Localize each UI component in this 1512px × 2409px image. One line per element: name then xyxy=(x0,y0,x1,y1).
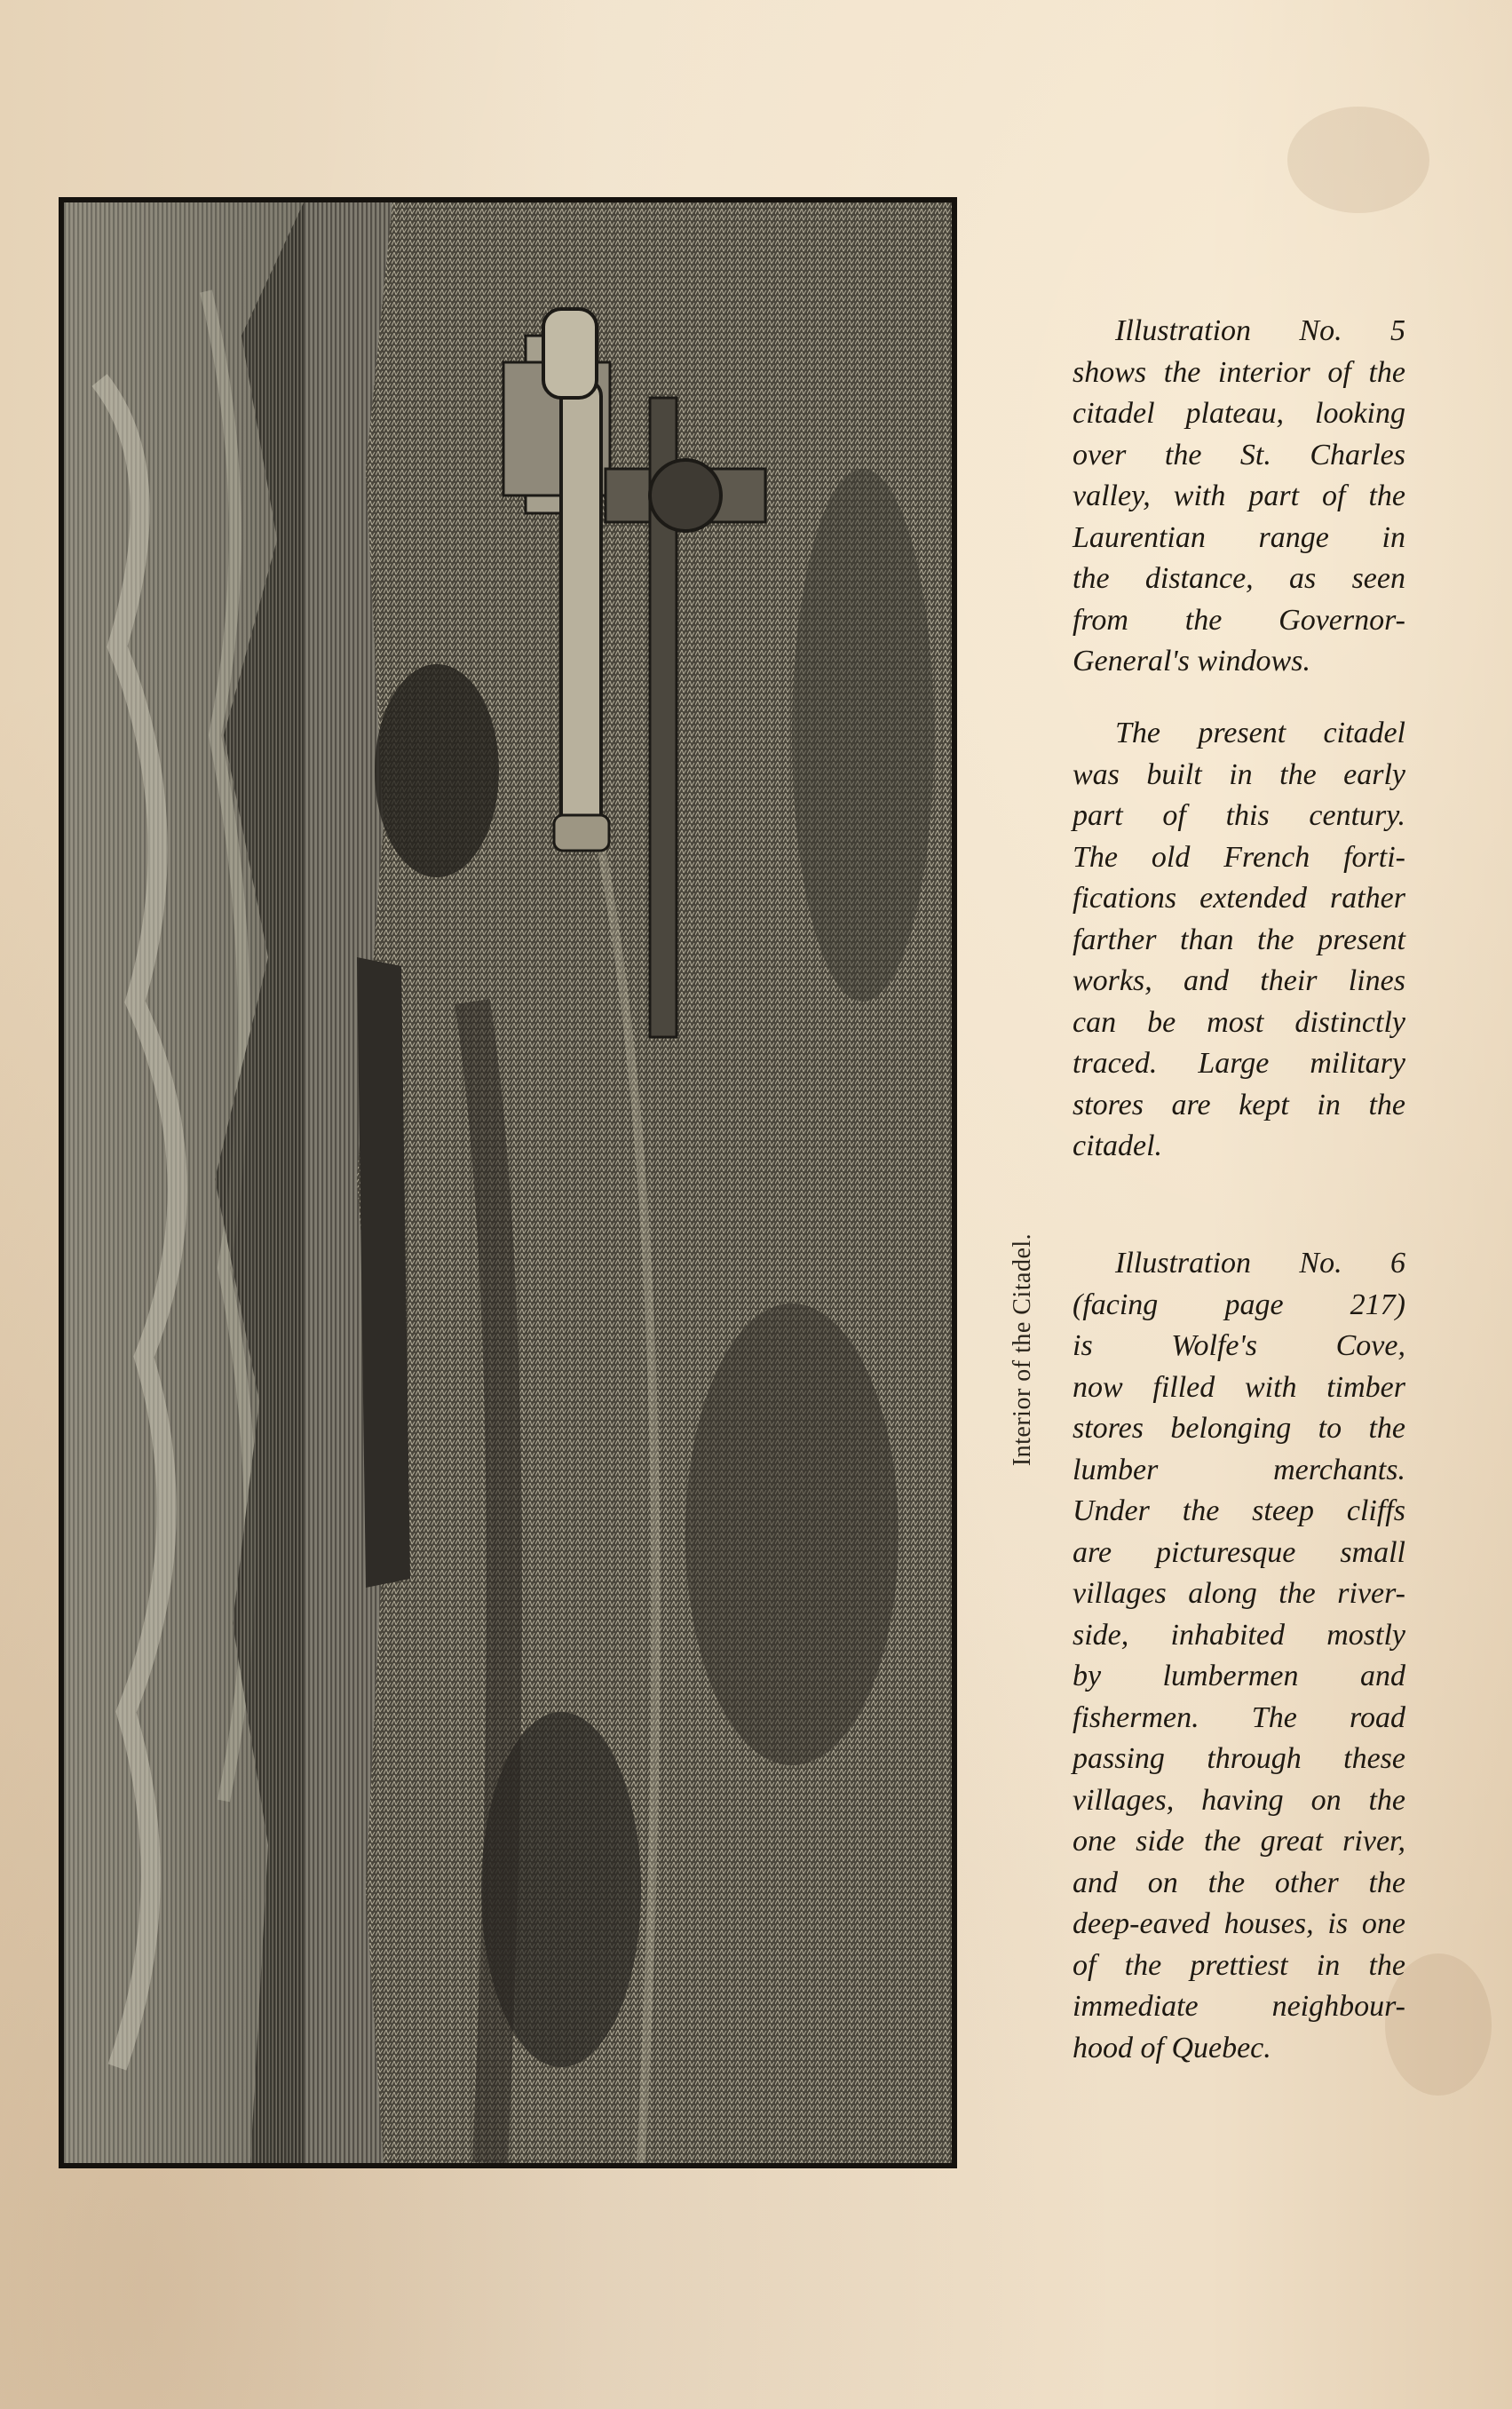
text-line: from the Governor- xyxy=(1073,603,1405,637)
text-line: one side the great river, xyxy=(1073,1825,1405,1858)
text-line: citadel plateau, looking xyxy=(1073,397,1405,430)
text-line: of the prettiest in the xyxy=(1073,1948,1405,1982)
text-line: are picturesque small xyxy=(1073,1535,1405,1569)
paragraph-present-citadel xyxy=(1073,713,1405,1168)
text-line: part of this century. xyxy=(1073,799,1405,832)
text-line: The present citadel xyxy=(1115,717,1405,749)
text-line: by lumbermen and xyxy=(1073,1660,1405,1692)
text-line: side, inhabited mostly xyxy=(1073,1618,1405,1652)
text-line: now filled with timber xyxy=(1073,1370,1405,1404)
text-line: stores belonging to the xyxy=(1073,1412,1405,1445)
text-line: was built in the early xyxy=(1073,757,1405,791)
text-line: The old French forti- xyxy=(1073,840,1405,874)
text-line: valley, with part of the xyxy=(1073,479,1405,512)
text-line: Illustration No. 5 xyxy=(1115,314,1405,347)
text-line: immediate neighbour- xyxy=(1073,1990,1405,2023)
text-line: over the St. Charles xyxy=(1073,438,1405,471)
engraving-illustration xyxy=(64,202,952,2163)
text-line: farther than the present xyxy=(1073,923,1405,956)
text-line: and on the other the xyxy=(1073,1866,1405,1899)
paragraph-illustration-6 xyxy=(1073,1243,1405,2069)
text-line: stores are kept in the xyxy=(1073,1088,1405,1121)
text-line: hood of Quebec. xyxy=(1073,2031,1271,2064)
text-line: traced. Large military xyxy=(1073,1047,1405,1080)
rampart-wall xyxy=(357,957,410,1588)
paper-stain xyxy=(1287,107,1429,213)
text-line: (facing page 217) xyxy=(1073,1288,1405,1321)
text-line: is Wolfe's Cove, xyxy=(1073,1329,1405,1362)
text-line: General's windows. xyxy=(1073,645,1310,678)
text-line: deep-eaved houses, is one xyxy=(1073,1907,1405,1940)
text-line: fishermen. The road xyxy=(1073,1700,1405,1734)
text-line: the distance, as seen xyxy=(1073,562,1405,595)
text-line: villages, having on the xyxy=(1073,1783,1405,1817)
text-line: shows the interior of the xyxy=(1073,355,1405,389)
paragraph-illustration-5 xyxy=(1073,311,1405,683)
text-line: works, and their lines xyxy=(1073,964,1405,997)
text-line: Laurentian range in xyxy=(1073,520,1405,554)
text-line: Under the steep cliffs xyxy=(1073,1494,1405,1527)
text-line: citadel. xyxy=(1073,1129,1163,1162)
text-line: can be most distinctly xyxy=(1073,1005,1405,1039)
illustration-caption xyxy=(1005,1232,1041,1467)
text-line: passing through these xyxy=(1073,1742,1405,1775)
engraving-interior-of-citadel xyxy=(59,197,957,2168)
text-line: fications extended rather xyxy=(1073,882,1405,915)
text-line: villages along the river- xyxy=(1073,1577,1405,1610)
text-line: Illustration No. 6 xyxy=(1115,1247,1405,1280)
text-line: lumber merchants. xyxy=(1073,1453,1405,1486)
caption-text: Interior of the Citadel. xyxy=(1009,1232,1036,1467)
